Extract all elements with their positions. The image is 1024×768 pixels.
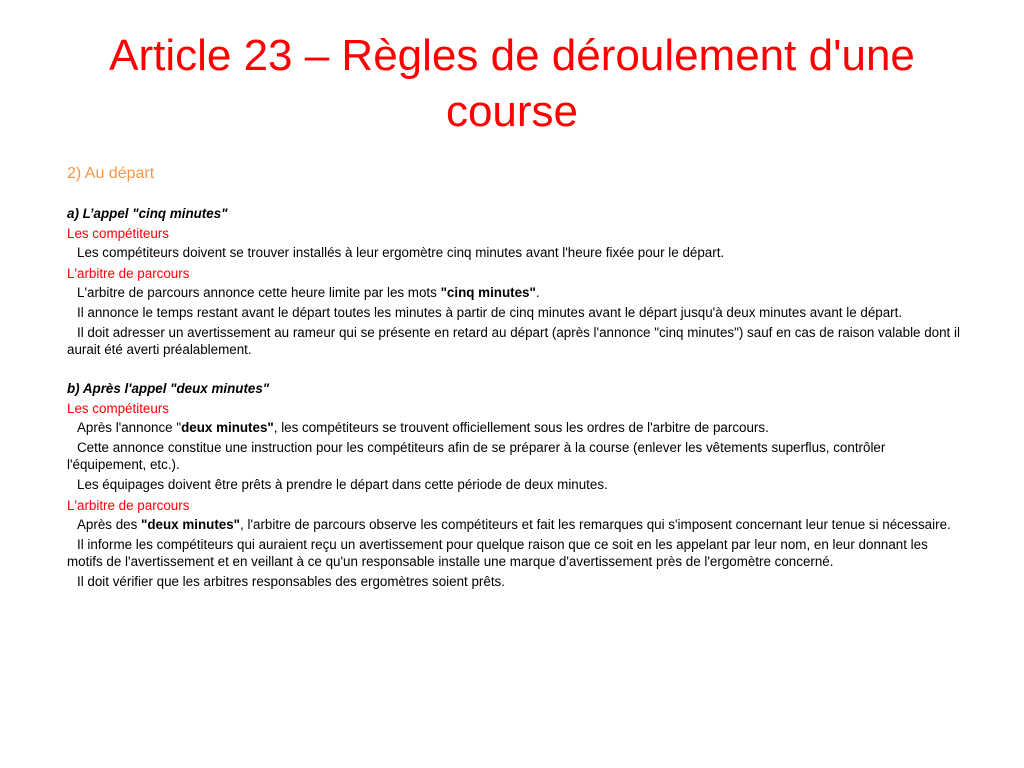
paragraph-a1: Les compétiteurs doivent se trouver installés à leur ergomètre cinq minutes avant l'heure fixée pour le départ.	[77, 245, 725, 260]
paragraph-b4-text: Après des	[77, 517, 142, 532]
slide-content	[67, 162, 967, 593]
paragraph-b1-text: Après l'annonce "	[77, 420, 182, 435]
role-arbiter-b: L'arbitre de parcours	[67, 498, 190, 513]
paragraph-a2-bold: "cinq minutes"	[440, 285, 536, 300]
section-heading: 2) Au départ	[67, 165, 155, 182]
paragraph-a2	[67, 284, 967, 301]
role-arbiter-a: L'arbitre de parcours	[67, 266, 190, 281]
paragraph-b4-end: , l'arbitre de parcours observe les compétiteurs et fait les remarques qui s'imposent concernant leur tenue si nécessaire.	[240, 517, 951, 532]
paragraph-b6: Il doit vérifier que les arbitres responsables des ergomètres soient prêts.	[77, 574, 505, 589]
spacer	[67, 361, 967, 379]
paragraph-b5: Il informe les compétiteurs qui auraient reçu un avertissement pour quelque raison que ce soit en les appelant par leur nom, en leur donnant les motifs de l'avertissement et en veillant à ce qu'un responsable installe une marque d'avertissement près de l'ergomètre concerné.	[67, 537, 928, 569]
paragraph-a4: Il doit adresser un avertissement au rameur qui se présente en retard au départ (après l'annonce "cinq minutes") sauf en cas de raison valable dont il aurait été averti préalablement.	[67, 325, 960, 357]
role-competitors-a: Les compétiteurs	[67, 226, 169, 241]
paragraph-b4	[67, 516, 967, 533]
paragraph-b4-bold: "deux minutes"	[141, 517, 241, 532]
paragraph-b1	[67, 419, 967, 436]
subsection-b-heading: b) Après l'appel "deux minutes"	[67, 381, 270, 396]
paragraph-b3: Les équipages doivent être prêts à prendre le départ dans cette période de deux minutes.	[77, 477, 608, 492]
slide-title: Article 23 – Règles de déroulement d'une course	[109, 31, 915, 136]
paragraph-b2: Cette annonce constitue une instruction pour les compétiteurs afin de se préparer à la course (enlever les vêtements superflus, contrôler l'équipement, etc.).	[67, 440, 886, 472]
paragraph-b1-end: , les compétiteurs se trouvent officiellement sous les ordres de l'arbitre de parcours.	[273, 420, 769, 435]
spacer	[67, 186, 967, 204]
paragraph-a3: Il annonce le temps restant avant le départ toutes les minutes à partir de cinq minutes avant le départ jusqu'à deux minutes avant le départ.	[77, 305, 903, 320]
paragraph-b1-bold: deux minutes"	[181, 420, 274, 435]
paragraph-a2-end: .	[535, 285, 540, 300]
subsection-a-heading: a) L’appel "cinq minutes"	[67, 206, 228, 221]
role-competitors-b: Les compétiteurs	[67, 401, 169, 416]
paragraph-a2-text: L'arbitre de parcours annonce cette heure limite par les mots	[77, 285, 441, 300]
